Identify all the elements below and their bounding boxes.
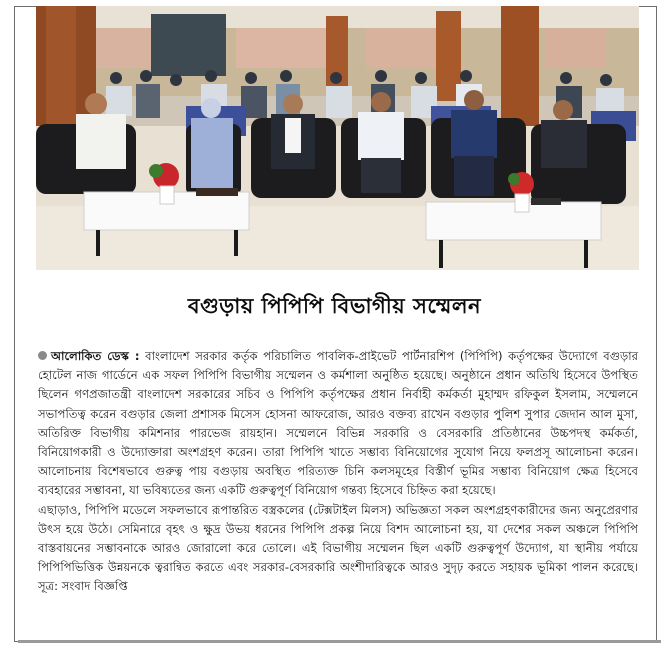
event-photo bbox=[36, 6, 639, 270]
paragraph-2-text: এছাড়াও, পিপিপি মডেলে সফলভাবে রূপান্তরিত বস্ত্রকলের (টেক্সটাইল মিলস) অভিজ্ঞতা সকল অংশগ্রহণকারীদের জন্য অনুপ্রেরণার উৎস হয়ে উঠে। সেমিনারে বৃহৎ ও ক্ষুদ্র উভয় ধরনের পিপিপি প্রকল্প নিয়ে বিশদ আলোচনা হয়, যা দেশের সকল অঞ্চলে পিপিপি বাস্তবায়নের সম্ভাবনাকে আরও জোরালো করে তোলে। এই বিভাগীয় সম্মেলন ছিল একটি গুরুত্বপূর্ণ উদ্যোগ, যা স্থানীয় পর্যায়ে পিপিপিভিত্তিক উন্নয়নকে ত্বরান্বিত করতে এবং সরকার-বেসরকারি অংশীদারিত্বকে আরও সুদৃঢ় করতে সহায়ক ভূমিকা পালন করেছে। সূত্র: সংবাদ বিজ্ঞপ্তি bbox=[38, 502, 638, 594]
bullet-icon bbox=[38, 351, 47, 360]
paragraph-1-text: বাংলাদেশ সরকার কর্তৃক পরিচালিত পাবলিক-প্রাইভেট পার্টনারশিপ (পিপিপি) কর্তৃপক্ষের উদ্যোগে বগুড়ার হোটেল নাজ গার্ডেনে এক সফল পিপিপি বিভাগীয় সম্মেলন ও কর্মশালা অনুষ্ঠিত হয়েছে। অনুষ্ঠানে প্রধান অতিথি হিসেবে উপস্থিত ছিলেন গণপ্রজাতন্ত্রী বাংলাদেশ সরকারের সচিব ও পিপিপি কর্তৃপক্ষের প্রধান নির্বাহী কর্মকর্তা মুহাম্মদ রফিকুল ইসলাম, সম্মেলনে সভাপতিত্ব করেন বগুড়ার জেলা প্রশাসক মিসেস হোসনা আফরোজ, আরও বক্তব্য রাখেন বগুড়ার পুলিশ সুপার জেদান আল মুসা, অতিরিক্ত বিভাগীয় কমিশনার পারভেজ রায়হান। সম্মেলনে বিভিন্ন সরকারি ও বেসরকারি প্রতিষ্ঠানের উচ্চপদস্থ কর্মকর্তা, বিনিয়োগকারী ও উদ্যোক্তারা অংশগ্রহণ করেন। তারা পিপিপি খাতে সম্ভাব্য বিনিয়োগের সুযোগ নিয়ে ফলপ্রসূ আলোচনা করেন। আলোচনায় বিশেষভাবে গুরুত্ব পায় বগুড়ায় অবস্থিত পরিত্যক্ত চিনি কলসমূহের বিস্তীর্ণ ভূমির সম্ভাব্য বিনিয়োগ ক্ষেত্র হিসেবে ব্যবহারের সম্ভাবনা, যা ভবিষ্যতের জন্য একটি গুরুত্বপূর্ণ বিনিয়োগ গন্তব্য হিসেবে চিহ্নিত করা হয়েছে। bbox=[38, 349, 639, 498]
headline: বগুড়ায় পিপিপি বিভাগীয় সম্মেলন bbox=[187, 294, 482, 318]
frame-shadow bbox=[18, 640, 661, 643]
paragraph-2 bbox=[38, 501, 638, 597]
paragraph-1 bbox=[38, 347, 638, 501]
article-body bbox=[38, 347, 638, 597]
byline: আলোকিত ডেস্ক : bbox=[51, 349, 140, 363]
